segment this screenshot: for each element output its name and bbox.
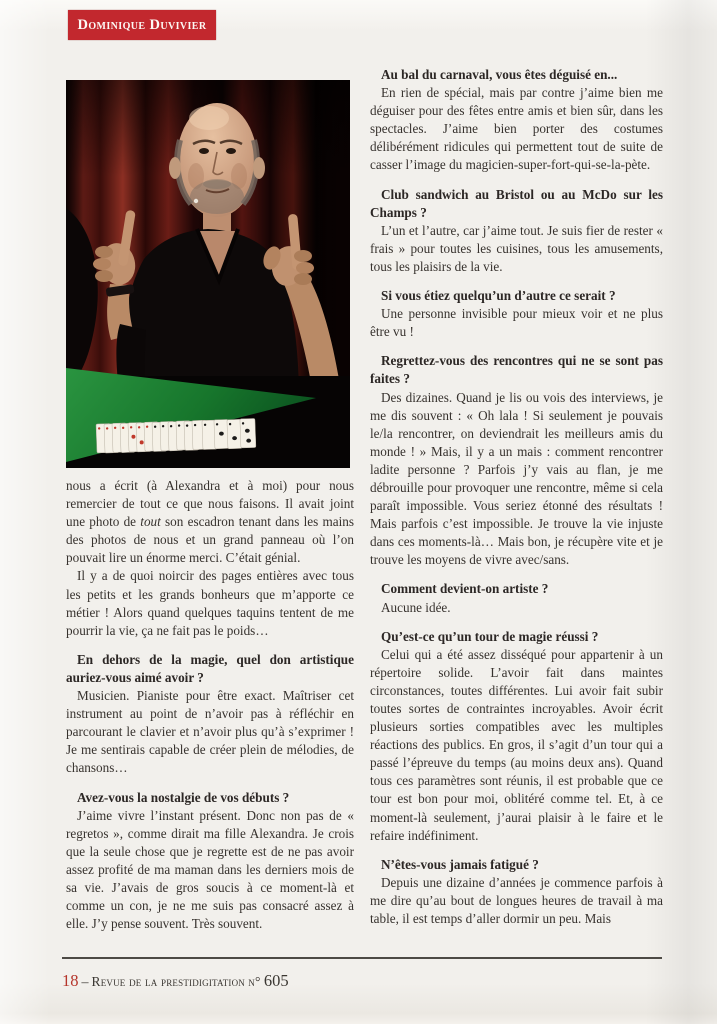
- right-column: [370, 66, 663, 928]
- paragraph-text: nous a écrit (à Alexandra et à moi) pour nous remercier de tout ce que nous faisons. Il avait joint une photo de: [66, 478, 354, 530]
- interview-answer: Musicien. Pianiste pour être exact. Maîtriser cet instrument au point de n’avoir pas à réfléchir en parcourant le clavier et n’avoir plus qu’à s’exprimer ! Je me sentirais capable de créer plein de mélodies, de chansons…: [66, 688, 354, 776]
- issue-prefix: n°: [248, 974, 261, 989]
- card-spread: [96, 418, 256, 453]
- paragraph-text: son escadron tenant dans les mains des photos de nous et un grand panneau où l’on pouvait lire un énorme merci. C’était génial.: [66, 514, 355, 566]
- portrait-photo: [66, 80, 350, 468]
- footer-dash: –: [81, 975, 89, 990]
- interview-question: Qu’est-ce qu’un tour de magie réussi ?: [381, 628, 599, 644]
- paragraph: Il y a de quoi noircir des pages entières avec tous les petits et les grands bonheurs que m’apporte ce métier ! Alors quand quelques taquins tentent de me pourrir la vie, ça ne fait pas le poids…: [66, 568, 354, 638]
- lavalier-mic: [194, 199, 198, 203]
- interview-question: Club sandwich au Bristol ou au McDo sur les Champs ?: [370, 186, 663, 220]
- interview-answer: Des dizaines. Quand je lis ou vois des interviews, je me dis souvent : « Oh lala ! Si seulement je pouvais le/la rencontrer, on deviendrait les meilleurs amis du monde ! » Mais, il y a un mais : comment rencontrer ladite personne ? Parfois j’y vais au flan, je me débrouille pour provoquer une rencontre, même si cela paraît impossible. Vous seriez étonné des résultats ! Mais parfois c’est impossible. Je trouve la vie injuste dans ces moments-là… Mais bon, je récupère vite et je trouve les moyens de vivre avec/sans.: [370, 389, 663, 568]
- issue-number: 605: [263, 971, 289, 990]
- interview-question: En dehors de la magie, quel don artistique auriez-vous aimé avoir ?: [66, 651, 354, 685]
- interview-answer: Celui qui a été assez disséqué pour appartenir à un répertoire solide. L’avoir fait dans maintes circonstances, toutes différentes. Lui avoir fait subir toutes sortes de contraintes incroyables. Avoir écrit plusieurs sorties compatibles avec les multiples réactions des publics. En gros, il s’agit d’un tour qui a passé l’épreuve du temps (au moins deux ans). Quand tous ces paramètres sont réunis, il est probable que ce tour est bon pour moi, oblitéré comme tel. Et, à ce moment-là seulement, j’aurai plaisir à le faire et le refaire indéfiniment.: [370, 646, 663, 843]
- interview-answer: Aucune idée.: [381, 599, 451, 615]
- author-banner: [68, 10, 216, 40]
- interview-answer: Une personne invisible pour mieux voir et ne plus être vu !: [370, 306, 663, 340]
- interview-question: N’êtes-vous jamais fatigué ?: [381, 856, 539, 872]
- interview-question: Si vous étiez quelqu’un d’autre ce serait ?: [381, 288, 616, 304]
- interview-answer: J’aime vivre l’instant présent. Donc non pas de « regretos », comme dirait ma fille Alexandra. Je crois que la seule chose que je regrette est de ne pas avoir assez profité de ma maman dans les derniers mois de sa vie. J’avais de gros soucis à ce moment-là et comme un con, je ne me suis pas consacré assez à elle. J’y pense souvent. Très souvent.: [66, 807, 354, 932]
- footer-rule: [62, 957, 662, 959]
- page-number: 18: [62, 971, 79, 990]
- interview-question: Regrettez-vous des rencontres qui ne se sont pas faites ?: [370, 353, 663, 387]
- interview-answer: Depuis une dizaine d’années je commence parfois à me dire qu’au bout de longues heures de travail à ma table, il est temps d’aller dormir un peu. Mais: [370, 874, 663, 927]
- journal-title: Revue de la prestidigitation: [91, 974, 245, 989]
- interview-answer: L’un et l’autre, car j’aime tout. Je suis fier de rester « frais » pour toutes les cuisines, tous les amusements, tous les plaisirs de la vie.: [370, 222, 663, 274]
- italic-word: tout: [140, 514, 161, 530]
- footer: [62, 971, 662, 991]
- author-name: Dominique Duvivier: [77, 16, 207, 33]
- interview-answer: En rien de spécial, mais par contre j’aime bien me déguiser pour des fêtes entre amis et bien sûr, dans les spectacles. J’aime bien porter des costumes délibérément ridicules qui permettent tout de suite de casser l’image du magicien-super-fort-qui-se-la-pète.: [370, 85, 663, 173]
- interview-question: Comment devient-on artiste ?: [381, 581, 549, 597]
- left-column: [66, 70, 354, 933]
- interview-question: Au bal du carnaval, vous êtes déguisé en...: [381, 67, 618, 82]
- interview-question: Avez-vous la nostalgie de vos débuts ?: [77, 789, 290, 805]
- continuation-paragraph: [66, 477, 354, 567]
